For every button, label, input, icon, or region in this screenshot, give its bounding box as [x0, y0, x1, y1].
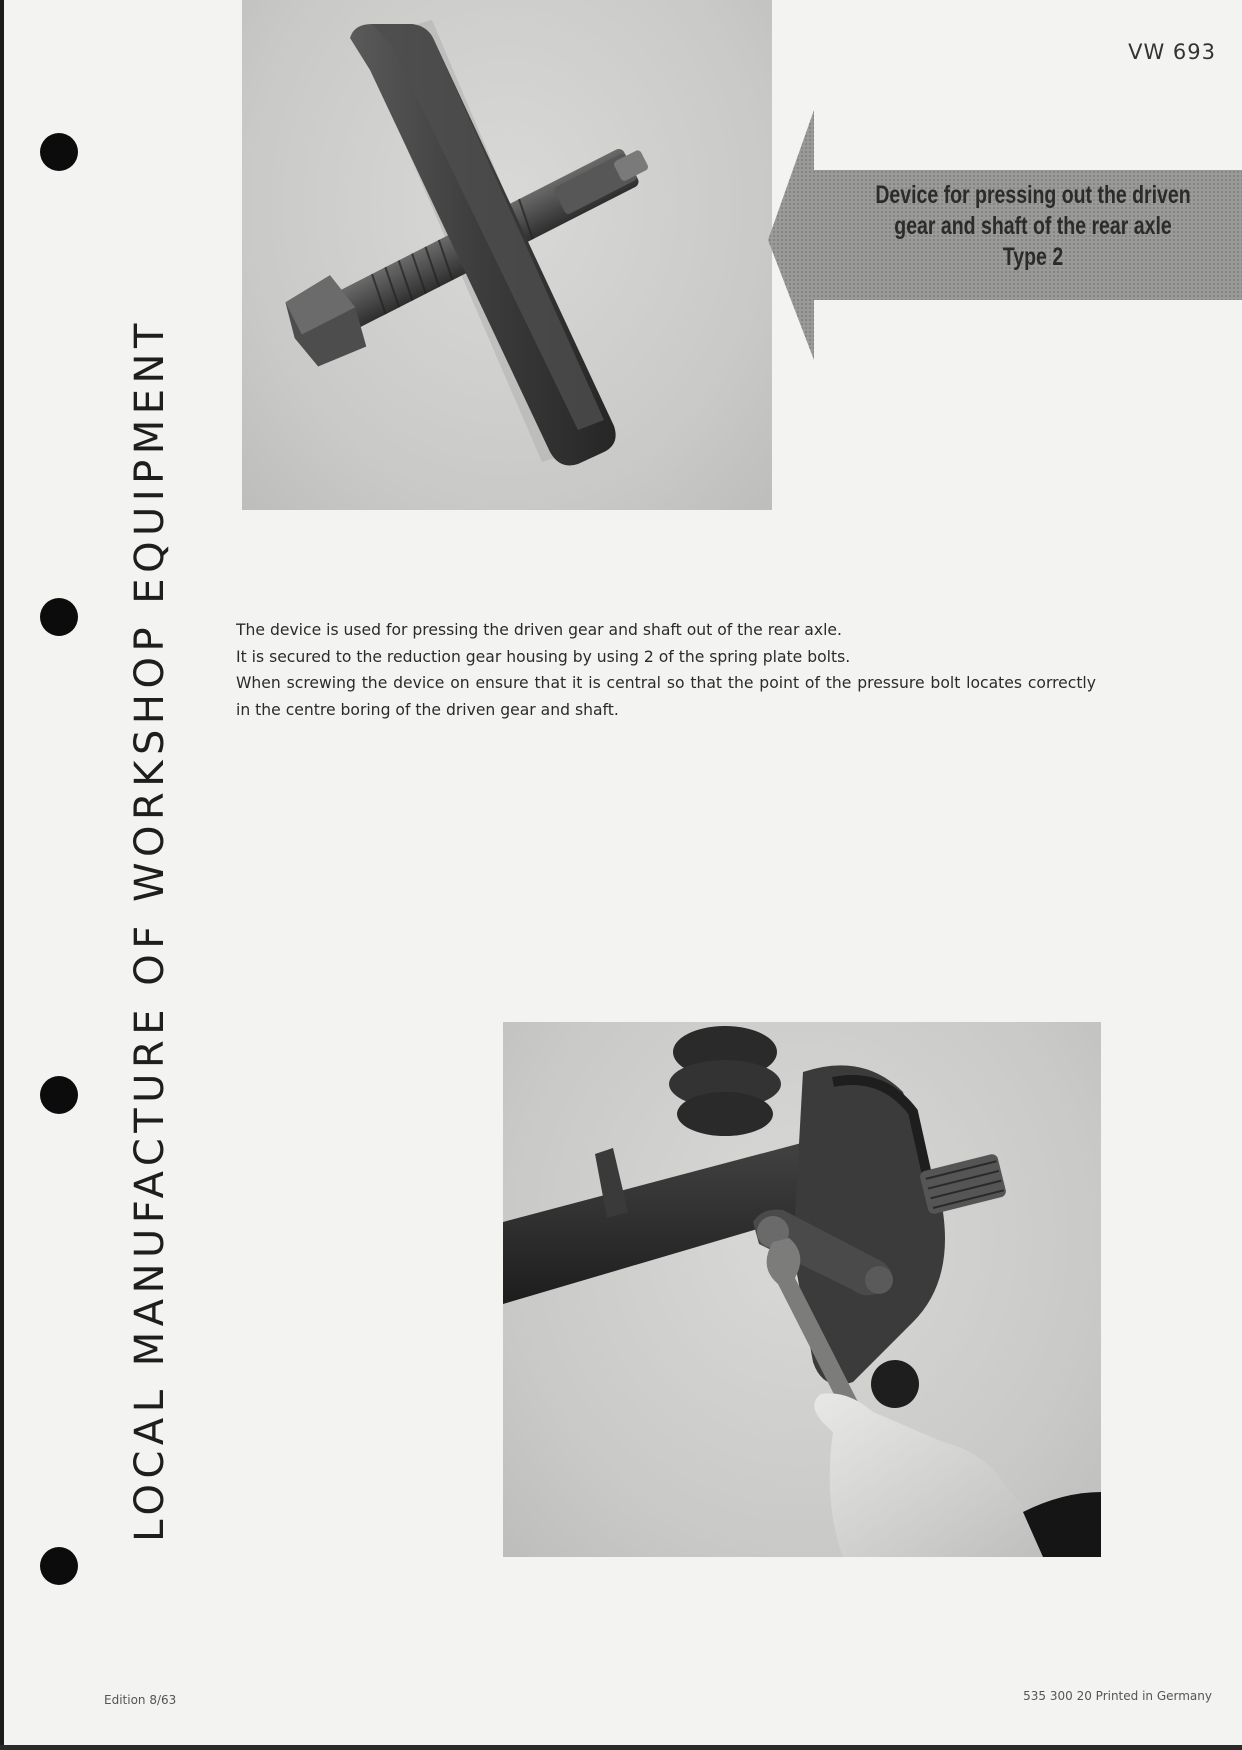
callout-line: gear and shaft of the rear axle	[894, 212, 1172, 240]
device-photo	[242, 0, 772, 510]
print-reference: 535 300 20 Printed in Germany	[1023, 1689, 1212, 1703]
description-paragraph: When screwing the device on ensure that it is central so that the point of the pressure bolt locates correctly in the centre boring of the driven gear and shaft.	[236, 674, 1096, 719]
title-callout	[768, 110, 1242, 360]
side-title: LOCAL MANUFACTURE OF WORKSHOP EQUIPMENT	[127, 318, 173, 1542]
description-paragraph: It is secured to the reduction gear housing by using 2 of the spring plate bolts.	[236, 647, 851, 666]
document-number: VW 693	[1128, 40, 1216, 64]
description-paragraph: The device is used for pressing the driven gear and shaft out of the rear axle.	[236, 621, 842, 639]
edition-label: Edition 8/63	[104, 1693, 177, 1707]
callout-title	[873, 180, 1193, 273]
punch-hole	[40, 1547, 78, 1585]
description	[236, 617, 1096, 723]
punch-hole	[40, 598, 78, 636]
page-edge	[0, 1745, 1242, 1750]
page-edge	[0, 0, 4, 1750]
punch-hole	[40, 133, 78, 171]
callout-line: Type 2	[1002, 243, 1064, 271]
punch-hole	[40, 1076, 78, 1114]
callout-line: Device for pressing out the driven	[875, 181, 1191, 209]
usage-photo	[503, 1022, 1101, 1557]
